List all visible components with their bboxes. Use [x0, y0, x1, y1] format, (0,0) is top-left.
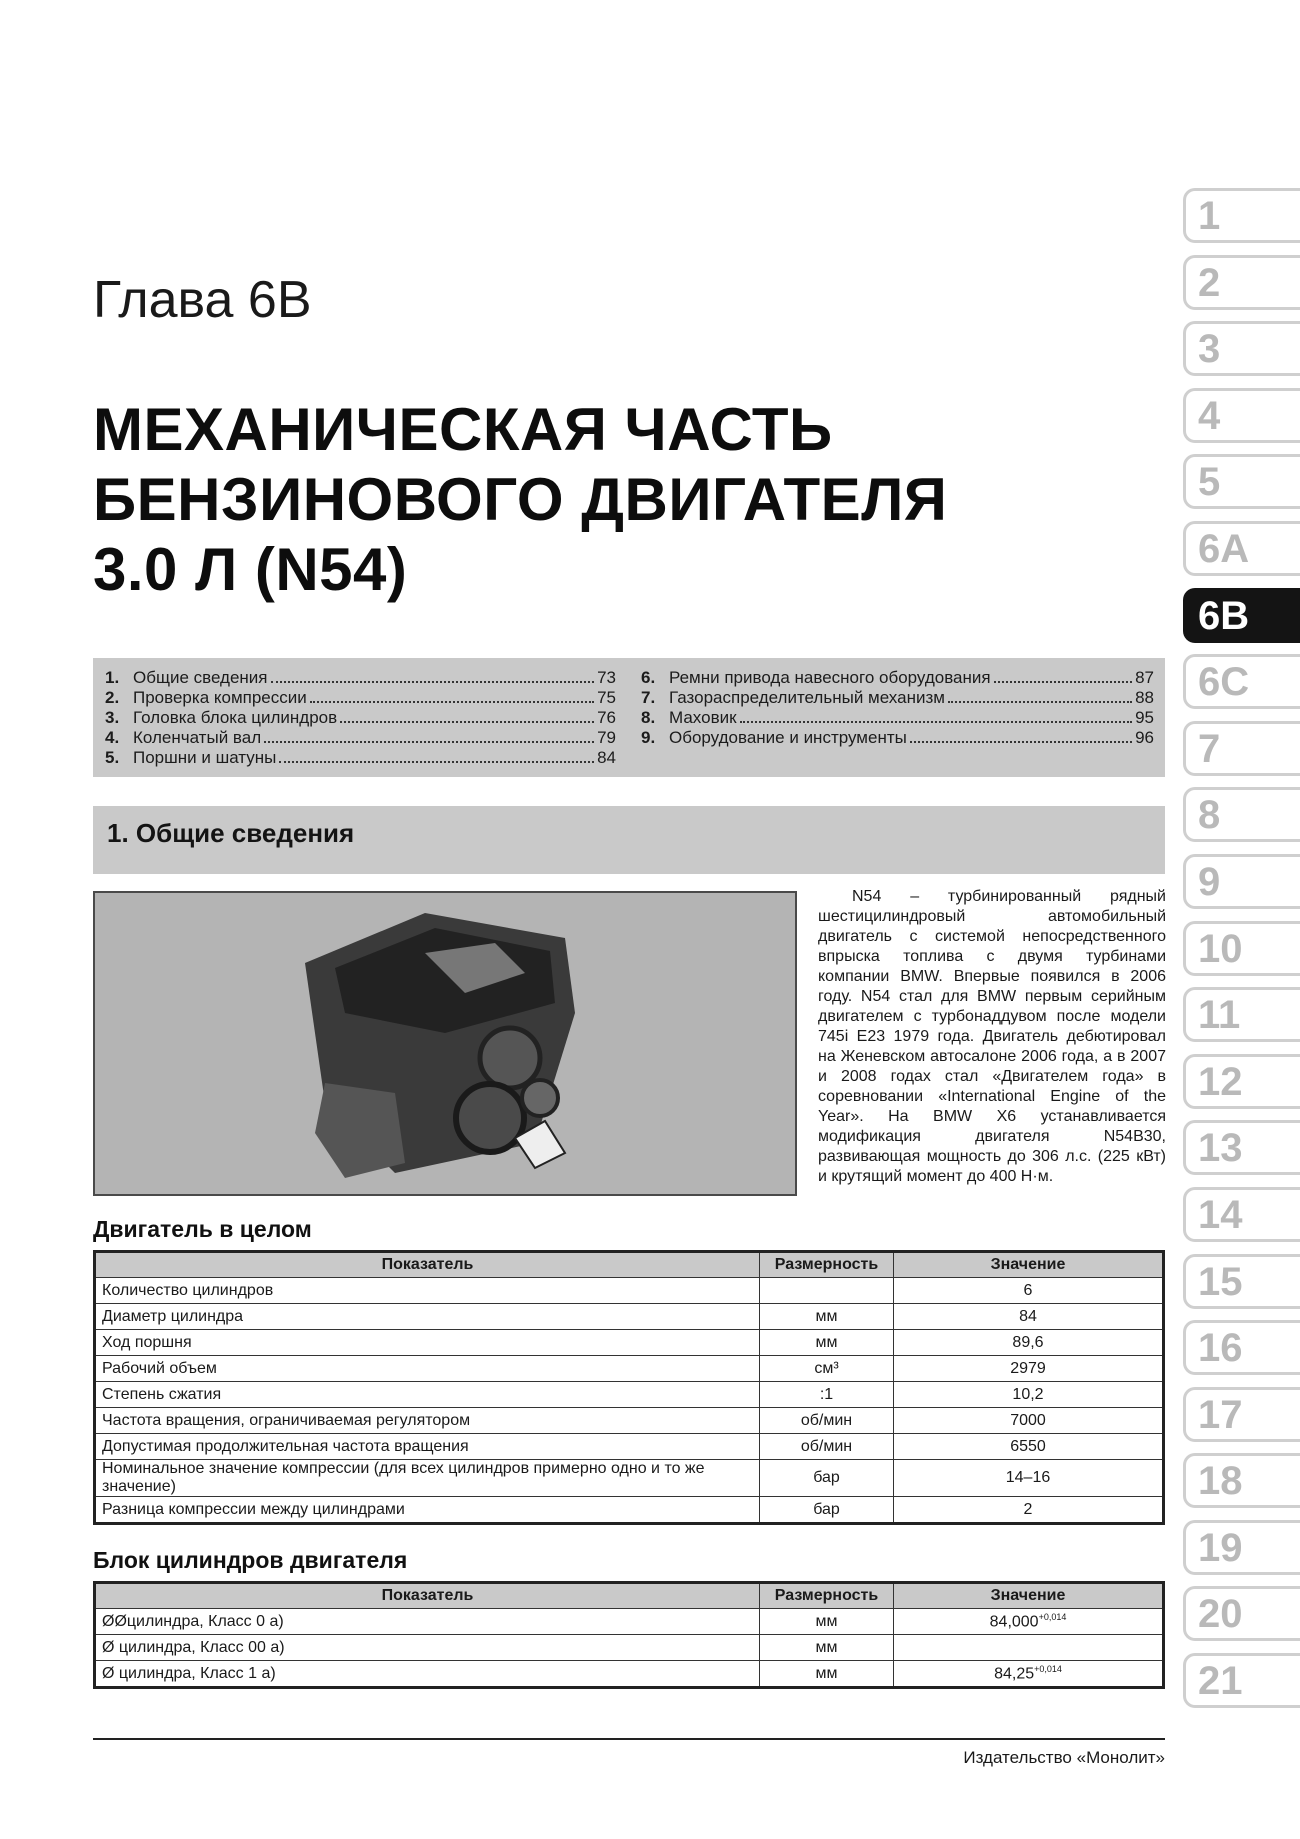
- value-cell: [894, 1356, 1164, 1382]
- table-row: [95, 1434, 1164, 1460]
- toc-item-page: 88: [1135, 688, 1154, 707]
- tolerance-text: +0,014: [1034, 1663, 1062, 1674]
- value-cell: [894, 1278, 1164, 1304]
- chapter-tab[interactable]: 8: [1183, 787, 1300, 842]
- chapter-tab[interactable]: 12: [1183, 1054, 1300, 1109]
- column-header: Размерность: [760, 1252, 894, 1278]
- tolerance-text: +0,014: [1038, 1611, 1067, 1622]
- column-header: Показатель: [95, 1583, 760, 1609]
- toc-item[interactable]: [641, 728, 1154, 748]
- toc-item[interactable]: [105, 748, 616, 768]
- param-cell: Диаметр цилиндра: [95, 1304, 760, 1330]
- unit-cell: мм: [760, 1304, 894, 1330]
- toc-item-number: 6.: [641, 668, 656, 687]
- chapter-tab[interactable]: 6A: [1183, 521, 1300, 576]
- toc-item-page: 84: [597, 748, 616, 767]
- engine-illustration: [95, 893, 795, 1194]
- toc-item-page: 96: [1135, 728, 1154, 747]
- value-text: 10,2: [1012, 1385, 1044, 1403]
- value-cell: [894, 1460, 1164, 1497]
- chapter-tab[interactable]: 1: [1183, 188, 1300, 243]
- chapter-tab[interactable]: 14: [1183, 1187, 1300, 1242]
- table-row: [95, 1408, 1164, 1434]
- page-title: [93, 395, 1093, 605]
- chapter-tabs: [1183, 188, 1300, 1720]
- chapter-tab[interactable]: 7: [1183, 721, 1300, 776]
- intro-paragraph: N54 – турбинированный рядный шестицилиндровый автомобильный двигатель с системой непосредственного впрыска топлива с двумя турбинами компании BMW. Впервые появился в 2006 году. N54 стал для BMW первым серийным двигателем с турбонаддувом после модели 745i E23 1979 года. Двигатель дебютировал на Женевском автосалоне 2006 года, а в 2007 и 2008 годах стал «Двигателем года» в соревновании «International Engine of the Year». На BMW X6 устанавливается модификация двигателя N54B30, развивающая мощность до 306 л.с. (225 кВт) и крутящий момент до 400 Н·м.: [818, 888, 1166, 1185]
- value-cell: [894, 1304, 1164, 1330]
- unit-cell: мм: [760, 1635, 894, 1661]
- unit-cell: [760, 1278, 894, 1304]
- toc-leader-dots: [310, 701, 594, 703]
- value-text: 84,25: [994, 1665, 1035, 1683]
- table-row: [95, 1635, 1164, 1661]
- unit-cell: бар: [760, 1497, 894, 1524]
- unit-cell: мм: [760, 1661, 894, 1688]
- toc-item[interactable]: [105, 668, 616, 688]
- value-cell: [894, 1330, 1164, 1356]
- table-header-row: [95, 1252, 1164, 1278]
- chapter-tab[interactable]: 11: [1183, 987, 1300, 1042]
- engine-spec-table: [93, 1250, 1165, 1525]
- toc-item[interactable]: [105, 728, 616, 748]
- toc-leader-dots: [994, 681, 1132, 683]
- column-header: Значение: [894, 1583, 1164, 1609]
- param-cell: Допустимая продолжительная частота вращения: [95, 1434, 760, 1460]
- chapter-tab[interactable]: 2: [1183, 255, 1300, 310]
- toc-item-label: Маховик: [669, 708, 737, 727]
- table-of-contents: [93, 658, 1165, 777]
- value-text: 2: [1023, 1500, 1033, 1518]
- param-cell: Номинальное значение компрессии (для всех цилиндров примерно одно и то же значение): [95, 1460, 760, 1497]
- toc-item-label: Коленчатый вал: [133, 728, 262, 747]
- toc-item-number: 5.: [105, 748, 120, 767]
- toc-item-number: 2.: [105, 688, 120, 707]
- chapter-tab[interactable]: 20: [1183, 1586, 1300, 1641]
- param-cell: Ø цилиндра, Класс 1 а): [95, 1661, 760, 1688]
- toc-item-number: 7.: [641, 688, 656, 707]
- table-row: [95, 1382, 1164, 1408]
- engine-table-title: Двигатель в целом: [93, 1216, 312, 1242]
- value-cell: [894, 1661, 1164, 1688]
- toc-leader-dots: [948, 701, 1132, 703]
- chapter-tab[interactable]: 16: [1183, 1320, 1300, 1375]
- toc-item[interactable]: [641, 668, 1154, 688]
- section-header: [93, 806, 1165, 874]
- value-cell: [894, 1635, 1164, 1661]
- value-cell: [894, 1382, 1164, 1408]
- toc-item-number: 1.: [105, 668, 120, 687]
- toc-leader-dots: [279, 761, 594, 763]
- toc-item-number: 8.: [641, 708, 656, 727]
- table-row: [95, 1356, 1164, 1382]
- value-text: 89,6: [1012, 1333, 1044, 1351]
- unit-cell: бар: [760, 1460, 894, 1497]
- toc-item-label: Оборудование и инструменты: [669, 728, 907, 747]
- toc-item-page: 79: [597, 728, 616, 747]
- table-row: [95, 1460, 1164, 1497]
- unit-cell: мм: [760, 1609, 894, 1635]
- toc-item-page: 73: [597, 668, 616, 687]
- toc-item[interactable]: [105, 708, 616, 728]
- footer-divider: [93, 1738, 1165, 1740]
- toc-leader-dots: [740, 721, 1133, 723]
- chapter-tab[interactable]: 5: [1183, 454, 1300, 509]
- value-cell: [894, 1609, 1164, 1635]
- publisher-label: Издательство «Монолит»: [963, 1748, 1165, 1767]
- block-table-title: Блок цилиндров двигателя: [93, 1547, 408, 1573]
- toc-item[interactable]: [105, 688, 616, 708]
- value-text: 2979: [1010, 1359, 1046, 1377]
- toc-item-label: Головка блока цилиндров: [133, 708, 338, 727]
- toc-item-label: Проверка компрессии: [133, 688, 307, 707]
- table-header-row: [95, 1583, 1164, 1609]
- toc-item-page: 75: [597, 688, 616, 707]
- chapter-tab[interactable]: 3: [1183, 321, 1300, 376]
- value-text: 6: [1023, 1281, 1033, 1299]
- engine-photo: [93, 891, 797, 1196]
- unit-cell: :1: [760, 1382, 894, 1408]
- chapter-tab[interactable]: 13: [1183, 1120, 1300, 1175]
- toc-item-label: Ремни привода навесного оборудования: [669, 668, 991, 687]
- table-row: [95, 1661, 1164, 1688]
- table-row: [95, 1278, 1164, 1304]
- title-line: 3.0 Л (N54): [93, 536, 408, 603]
- chapter-tab[interactable]: 10: [1183, 921, 1300, 976]
- block-spec-table: [93, 1581, 1165, 1689]
- chapter-tab[interactable]: 17: [1183, 1387, 1300, 1442]
- toc-item-page: 87: [1135, 668, 1154, 687]
- toc-item-number: 9.: [641, 728, 656, 747]
- toc-item-number: 3.: [105, 708, 120, 727]
- title-line: МЕХАНИЧЕСКАЯ ЧАСТЬ: [93, 396, 833, 463]
- toc-item-label: Общие сведения: [133, 668, 268, 687]
- column-header: Показатель: [95, 1252, 760, 1278]
- chapter-tab[interactable]: 6B: [1183, 588, 1300, 643]
- param-cell: Разница компрессии между цилиндрами: [95, 1497, 760, 1524]
- toc-leader-dots: [910, 741, 1132, 743]
- value-text: 14–16: [1005, 1469, 1051, 1486]
- param-cell: Количество цилиндров: [95, 1278, 760, 1304]
- column-header: Размерность: [760, 1583, 894, 1609]
- param-cell: Рабочий объем: [95, 1356, 760, 1382]
- chapter-tab[interactable]: 19: [1183, 1520, 1300, 1575]
- toc-leader-dots: [340, 721, 594, 723]
- chapter-tab[interactable]: 18: [1183, 1453, 1300, 1508]
- chapter-tab[interactable]: 4: [1183, 388, 1300, 443]
- chapter-tab[interactable]: 15: [1183, 1254, 1300, 1309]
- toc-column-right: [641, 668, 1154, 748]
- unit-cell: об/мин: [760, 1408, 894, 1434]
- toc-item[interactable]: [641, 688, 1154, 708]
- param-cell: ØØцилиндра, Класс 0 а): [95, 1609, 760, 1635]
- value-text: 84,000: [989, 1613, 1039, 1631]
- unit-cell: об/мин: [760, 1434, 894, 1460]
- table-row: [95, 1330, 1164, 1356]
- title-line: БЕНЗИНОВОГО ДВИГАТЕЛЯ: [93, 466, 948, 533]
- section-title: 1. Общие сведения: [107, 818, 355, 848]
- value-cell: [894, 1434, 1164, 1460]
- chapter-tab[interactable]: 9: [1183, 854, 1300, 909]
- chapter-tab[interactable]: 6C: [1183, 654, 1300, 709]
- table-row: [95, 1304, 1164, 1330]
- toc-leader-dots: [271, 681, 595, 683]
- unit-cell: см³: [760, 1356, 894, 1382]
- value-text: 7000: [1010, 1411, 1046, 1429]
- param-cell: Частота вращения, ограничиваемая регулятором: [95, 1408, 760, 1434]
- chapter-tab[interactable]: 21: [1183, 1653, 1300, 1708]
- chapter-label: Глава 6B: [93, 271, 312, 329]
- param-cell: Степень сжатия: [95, 1382, 760, 1408]
- toc-item[interactable]: [641, 708, 1154, 728]
- toc-leader-dots: [264, 741, 594, 743]
- toc-item-number: 4.: [105, 728, 120, 747]
- toc-column-left: [105, 668, 616, 768]
- param-cell: Ход поршня: [95, 1330, 760, 1356]
- table-row: [95, 1609, 1164, 1635]
- value-cell: [894, 1497, 1164, 1524]
- toc-item-label: Газораспределительный механизм: [669, 688, 945, 707]
- toc-item-label: Поршни и шатуны: [133, 748, 277, 767]
- unit-cell: мм: [760, 1330, 894, 1356]
- table-row: [95, 1497, 1164, 1524]
- value-cell: [894, 1408, 1164, 1434]
- toc-item-page: 76: [597, 708, 616, 727]
- value-text: 6550: [1010, 1437, 1046, 1455]
- value-text: 84: [1019, 1307, 1037, 1325]
- param-cell: Ø цилиндра, Класс 00 а): [95, 1635, 760, 1661]
- column-header: Значение: [894, 1252, 1164, 1278]
- toc-item-page: 95: [1135, 708, 1154, 727]
